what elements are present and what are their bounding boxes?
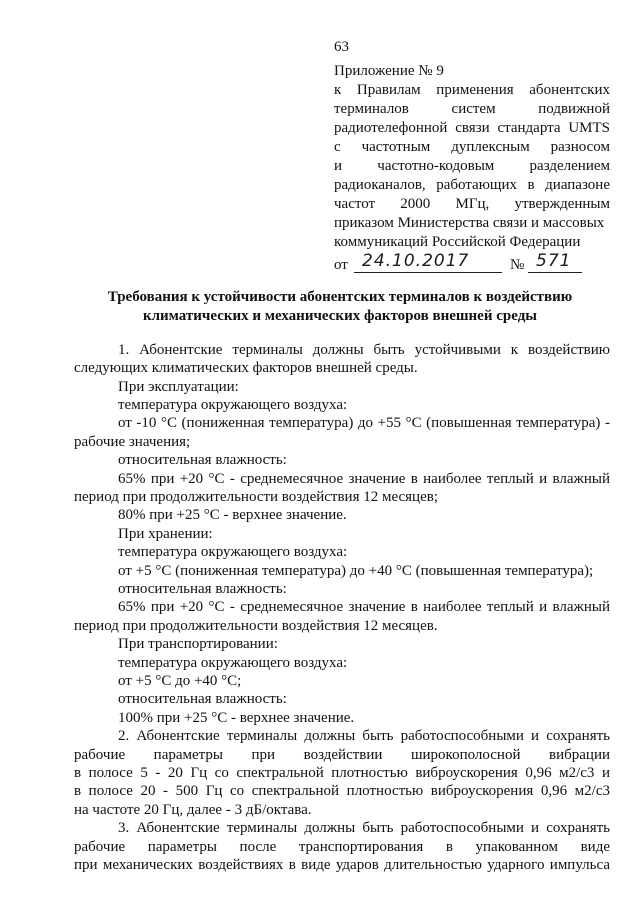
body-line: при механических воздействиях в виде ударов длительностью ударного импульса <box>74 857 610 873</box>
body-line: температура окружающего воздуха: <box>118 655 348 671</box>
body-line: При эксплуатации: <box>118 379 239 395</box>
body-line: 3. Абонентские терминалы должны быть работоспособными и сохранять <box>118 820 610 836</box>
body-line: в полосе 20 - 500 Гц со спектральной плотностью виброускорения 0,96 м2/с3 <box>74 783 610 799</box>
body-line: от +5 °С (пониженная температура) до +40 °С (повышенная температура); <box>118 563 594 579</box>
body-line: 1. Абонентские терминалы должны быть устойчивыми к воздействию <box>118 342 610 358</box>
number-prefix: № <box>510 257 525 273</box>
appendix-line: терминалов систем подвижной <box>334 101 610 117</box>
body-line: на частоте 20 Гц, далее - 3 дБ/октава. <box>74 802 312 818</box>
page-number: 63 <box>334 39 349 55</box>
body-line: рабочие параметры после транспортирования в упакованном виде <box>74 839 610 855</box>
appendix-line: и частотно-кодовым разделением <box>334 158 610 174</box>
handwritten-date: 24.10.2017 <box>362 251 470 271</box>
body-line: относительная влажность: <box>118 691 287 707</box>
appendix-line: коммуникаций Российской Федерации <box>334 234 581 250</box>
date-underline <box>354 272 502 273</box>
appendix-line: частот 2000 МГц, утвержденным <box>334 196 610 212</box>
body-line: от +5 °С до +40 °С; <box>118 673 242 689</box>
appendix-line: к Правилам применения абонентских <box>334 82 610 98</box>
document-heading-line: климатических и механических факторов внешней среды <box>142 308 537 324</box>
body-line: температура окружающего воздуха: <box>118 397 348 413</box>
body-line: При хранении: <box>118 526 213 542</box>
appendix-line: радиотелефонной связи стандарта UMTS <box>334 120 610 136</box>
appendix-line: радиоканалов, работающих в диапазоне <box>334 177 610 193</box>
date-prefix: от <box>334 257 348 273</box>
body-line: период при продолжительности воздействия 12 месяцев; <box>74 489 438 505</box>
body-line: 65% при +20 °С - среднемесячное значение в наиболее теплый и влажный <box>118 471 610 487</box>
body-line: 100% при +25 °С - верхнее значение. <box>118 710 355 726</box>
body-line: рабочие параметры при воздействии широкополосной вибрации <box>74 747 610 763</box>
body-line: 65% при +20 °С - среднемесячное значение в наиболее теплый и влажный <box>118 599 610 615</box>
body-line: от -10 °С (пониженная температура) до +55 °С (повышенная температура) - <box>118 415 610 431</box>
appendix-line: с частотным дуплексным разносом <box>334 139 610 155</box>
body-line: в полосе 5 - 20 Гц со спектральной плотностью виброускорения 0,96 м2/с3 и <box>74 765 610 781</box>
document-heading-line: Требования к устойчивости абонентских терминалов к воздействию <box>107 289 573 305</box>
body-line: 2. Абонентские терминалы должны быть работоспособными и сохранять <box>118 728 610 744</box>
body-line: период при продолжительности воздействия 12 месяцев. <box>74 618 438 634</box>
appendix-line: приказом Министерства связи и массовых <box>334 215 605 231</box>
body-line: относительная влажность: <box>118 452 287 468</box>
body-line: относительная влажность: <box>118 581 287 597</box>
body-line: следующих климатических факторов внешней среды. <box>74 360 418 376</box>
number-underline <box>528 272 582 273</box>
body-line: рабочие значения; <box>74 434 191 450</box>
body-line: При транспортировании: <box>118 636 278 652</box>
handwritten-number: 571 <box>536 251 572 271</box>
appendix-title: Приложение № 9 <box>334 63 444 79</box>
body-line: 80% при +25 °С - верхнее значение. <box>118 507 347 523</box>
body-line: температура окружающего воздуха: <box>118 544 348 560</box>
